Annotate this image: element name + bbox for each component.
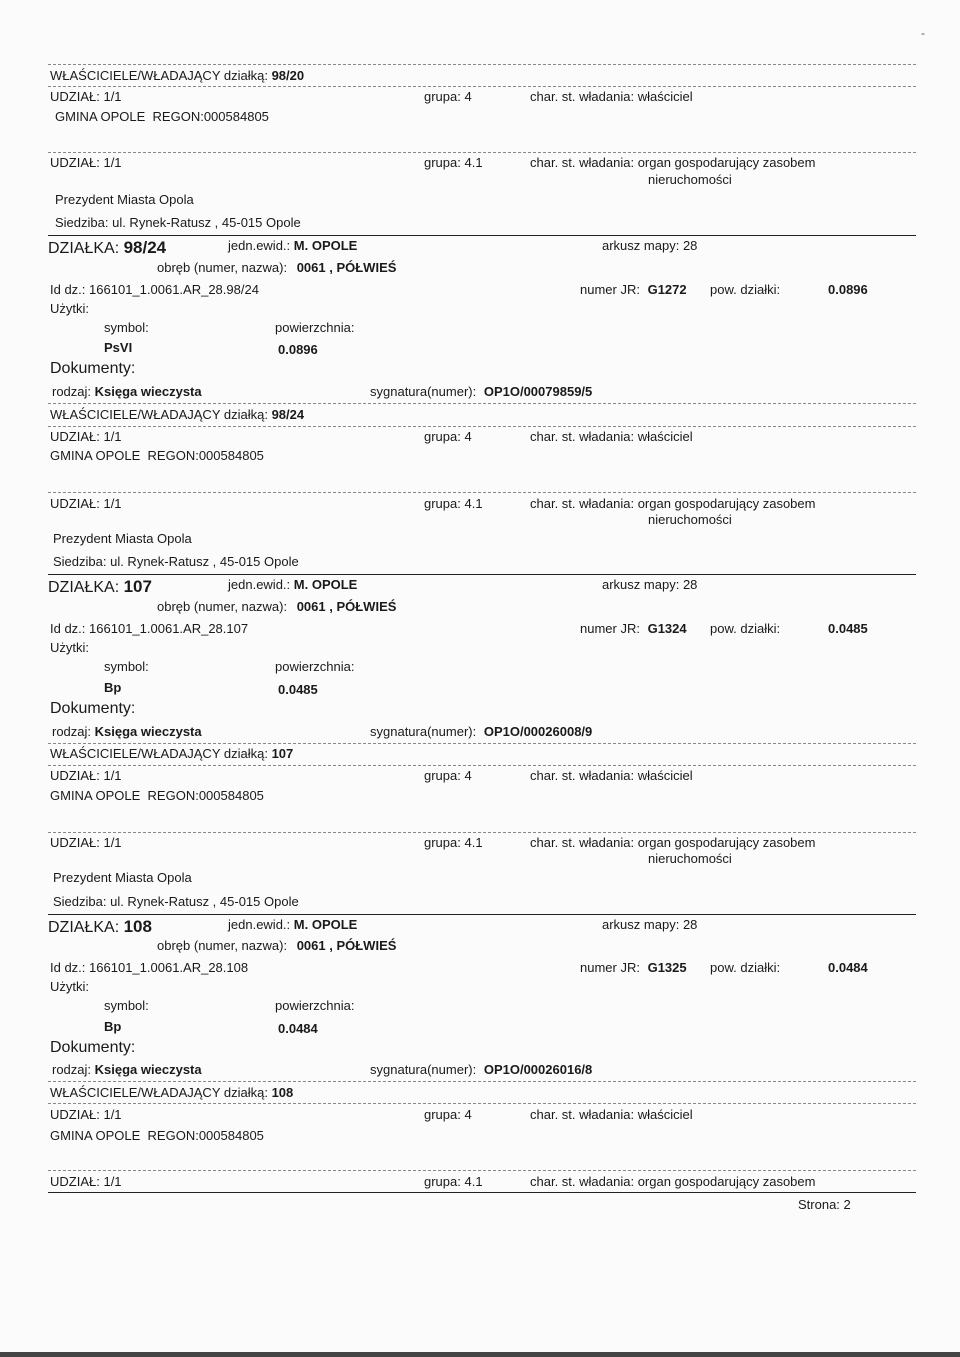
doc-rodzaj: rodzaj: Księga wieczysta bbox=[52, 724, 202, 739]
powierzchnia-value: 0.0896 bbox=[278, 342, 318, 357]
share-char-cont: nieruchomości bbox=[648, 851, 732, 866]
divider bbox=[48, 743, 916, 744]
share-char: char. st. władania: organ gospodarujący zasobem bbox=[530, 496, 816, 511]
parcel-title: DZIAŁKA: 98/24 bbox=[48, 238, 167, 257]
share-char-cont: nieruchomości bbox=[648, 172, 732, 187]
owner-name: Prezydent Miasta Opola bbox=[53, 870, 192, 885]
owner-name: Prezydent Miasta Opola bbox=[53, 531, 192, 546]
dokumenty-heading: Dokumenty: bbox=[50, 700, 136, 717]
divider bbox=[48, 1103, 916, 1104]
scan-edge bbox=[0, 1352, 960, 1357]
symbol-label: symbol: bbox=[104, 320, 149, 335]
parcel-divider bbox=[48, 574, 916, 575]
parcel-obreb: obręb (numer, nazwa): 0061 , PÓŁWIEŚ bbox=[157, 260, 397, 275]
parcel-divider bbox=[48, 235, 916, 236]
owner-name: GMINA OPOLE REGON:000584805 bbox=[50, 788, 264, 803]
parcel-id: Id dz.: 166101_1.0061.AR_28.107 bbox=[50, 621, 249, 636]
parcel-jedn: jedn.ewid.: M. OPOLE bbox=[228, 238, 358, 253]
share-udzial: UDZIAŁ: 1/1 bbox=[50, 155, 122, 170]
footer-divider bbox=[48, 1192, 916, 1193]
owner-name: Prezydent Miasta Opola bbox=[55, 192, 194, 207]
parcel-jr: numer JR: G1272 bbox=[580, 282, 687, 297]
owners-heading: WŁAŚCICIELE/WŁADAJĄCY działką: 98/20 bbox=[50, 68, 305, 83]
share-grupa: grupa: 4 bbox=[424, 768, 472, 783]
share-char: char. st. władania: organ gospodarujący zasobem bbox=[530, 835, 816, 850]
divider bbox=[48, 1170, 916, 1171]
symbol-value: PsVI bbox=[104, 340, 133, 355]
page-number: Strona: 2 bbox=[798, 1197, 851, 1212]
parcel-arkusz: arkusz mapy: 28 bbox=[602, 238, 698, 253]
share-udzial: UDZIAŁ: 1/1 bbox=[50, 496, 122, 511]
share-grupa: grupa: 4.1 bbox=[424, 496, 483, 511]
symbol-label: symbol: bbox=[104, 659, 149, 674]
owner-name: GMINA OPOLE REGON:000584805 bbox=[50, 448, 264, 463]
powierzchnia-label: powierzchnia: bbox=[275, 320, 355, 335]
parcel-id: Id dz.: 166101_1.0061.AR_28.108 bbox=[50, 960, 249, 975]
owner-seat: Siedziba: ul. Rynek-Ratusz , 45-015 Opole bbox=[55, 215, 301, 230]
share-char: char. st. władania: organ gospodarujący zasobem bbox=[530, 155, 816, 170]
parcel-jr: numer JR: G1325 bbox=[580, 960, 687, 975]
owners-heading: WŁAŚCICIELE/WŁADAJĄCY działką: 108 bbox=[50, 1085, 294, 1100]
owner-seat: Siedziba: ul. Rynek-Ratusz , 45-015 Opole bbox=[53, 554, 299, 569]
share-char: char. st. władania: właściciel bbox=[530, 768, 693, 783]
dokumenty-heading: Dokumenty: bbox=[50, 1039, 136, 1056]
divider bbox=[48, 1081, 916, 1082]
share-udzial: UDZIAŁ: 1/1 bbox=[50, 429, 122, 444]
doc-rodzaj: rodzaj: Księga wieczysta bbox=[52, 1062, 202, 1077]
share-grupa: grupa: 4 bbox=[424, 429, 472, 444]
divider bbox=[48, 64, 916, 65]
symbol-label: symbol: bbox=[104, 998, 149, 1013]
share-char: char. st. władania: właściciel bbox=[530, 429, 693, 444]
uzytki-label: Użytki: bbox=[50, 301, 89, 316]
divider bbox=[48, 426, 916, 427]
divider bbox=[48, 492, 916, 493]
share-grupa: grupa: 4 bbox=[424, 89, 472, 104]
parcel-pow: 0.0484 bbox=[828, 960, 868, 975]
share-udzial: UDZIAŁ: 1/1 bbox=[50, 1174, 122, 1189]
doc-sygnatura: sygnatura(numer): OP1O/00079859/5 bbox=[370, 384, 593, 399]
owner-name: GMINA OPOLE REGON:000584805 bbox=[50, 1128, 264, 1143]
divider bbox=[48, 86, 916, 87]
powierzchnia-label: powierzchnia: bbox=[275, 998, 355, 1013]
doc-rodzaj: rodzaj: Księga wieczysta bbox=[52, 384, 202, 399]
owners-heading: WŁAŚCICIELE/WŁADAJĄCY działką: 107 bbox=[50, 746, 294, 761]
share-udzial: UDZIAŁ: 1/1 bbox=[50, 1107, 122, 1122]
share-udzial: UDZIAŁ: 1/1 bbox=[50, 835, 122, 850]
parcel-pow-label: pow. działki: bbox=[710, 282, 781, 297]
powierzchnia-value: 0.0485 bbox=[278, 682, 318, 697]
parcel-pow-label: pow. działki: bbox=[710, 960, 781, 975]
share-udzial: UDZIAŁ: 1/1 bbox=[50, 768, 122, 783]
parcel-jedn: jedn.ewid.: M. OPOLE bbox=[228, 577, 358, 592]
divider bbox=[48, 765, 916, 766]
share-char-cont: nieruchomości bbox=[648, 512, 732, 527]
dokumenty-heading: Dokumenty: bbox=[50, 360, 136, 377]
parcel-jedn: jedn.ewid.: M. OPOLE bbox=[228, 917, 358, 932]
owner-seat: Siedziba: ul. Rynek-Ratusz , 45-015 Opole bbox=[53, 894, 299, 909]
parcel-pow: 0.0485 bbox=[828, 621, 868, 636]
share-udzial: UDZIAŁ: 1/1 bbox=[50, 89, 122, 104]
uzytki-label: Użytki: bbox=[50, 640, 89, 655]
parcel-id: Id dz.: 166101_1.0061.AR_28.98/24 bbox=[50, 282, 259, 297]
doc-sygnatura: sygnatura(numer): OP1O/00026016/8 bbox=[370, 1062, 593, 1077]
corner-mark: - bbox=[921, 26, 925, 40]
parcel-title: DZIAŁKA: 108 bbox=[48, 917, 152, 936]
parcel-pow-label: pow. działki: bbox=[710, 621, 781, 636]
parcel-jr: numer JR: G1324 bbox=[580, 621, 687, 636]
divider bbox=[48, 152, 916, 153]
share-char: char. st. władania: właściciel bbox=[530, 1107, 693, 1122]
powierzchnia-label: powierzchnia: bbox=[275, 659, 355, 674]
uzytki-label: Użytki: bbox=[50, 979, 89, 994]
share-grupa: grupa: 4.1 bbox=[424, 155, 483, 170]
doc-sygnatura: sygnatura(numer): OP1O/00026008/9 bbox=[370, 724, 593, 739]
share-grupa: grupa: 4.1 bbox=[424, 835, 483, 850]
parcel-arkusz: arkusz mapy: 28 bbox=[602, 917, 698, 932]
divider bbox=[48, 403, 916, 404]
share-grupa: grupa: 4.1 bbox=[424, 1174, 483, 1189]
symbol-value: Bp bbox=[104, 680, 122, 695]
share-char: char. st. władania: właściciel bbox=[530, 89, 693, 104]
share-grupa: grupa: 4 bbox=[424, 1107, 472, 1122]
owners-heading: WŁAŚCICIELE/WŁADAJĄCY działką: 98/24 bbox=[50, 407, 305, 422]
parcel-obreb: obręb (numer, nazwa): 0061 , PÓŁWIEŚ bbox=[157, 938, 397, 953]
parcel-divider bbox=[48, 914, 916, 915]
parcel-arkusz: arkusz mapy: 28 bbox=[602, 577, 698, 592]
parcel-title: DZIAŁKA: 107 bbox=[48, 577, 152, 596]
share-char: char. st. władania: organ gospodarujący zasobem bbox=[530, 1174, 816, 1189]
powierzchnia-value: 0.0484 bbox=[278, 1021, 318, 1036]
symbol-value: Bp bbox=[104, 1019, 122, 1034]
divider bbox=[48, 832, 916, 833]
parcel-obreb: obręb (numer, nazwa): 0061 , PÓŁWIEŚ bbox=[157, 599, 397, 614]
parcel-pow: 0.0896 bbox=[828, 282, 868, 297]
owner-name: GMINA OPOLE REGON:000584805 bbox=[55, 109, 269, 124]
